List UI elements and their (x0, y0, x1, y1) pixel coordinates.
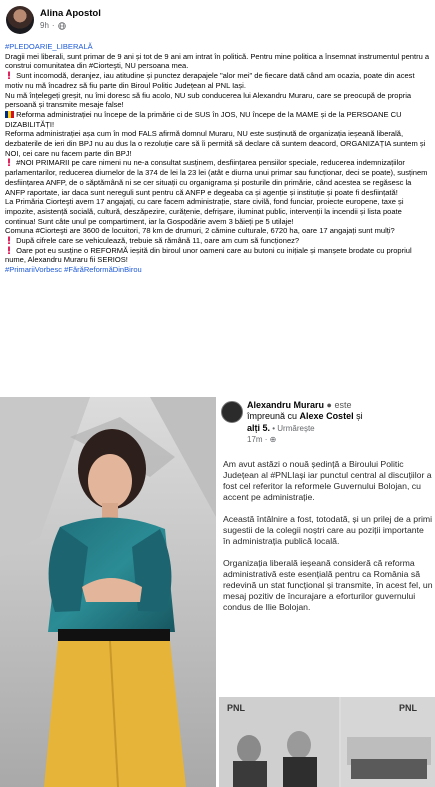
post-paragraph: Sunt incomodă, deranjez, iau atitudine și punctez derapajele "alor mei" de fiecare dată când am ocazia, poate din acest motiv nu mă încadrez să fiu parte din Biroul Politic Județean al PNL Iași. (5, 71, 415, 90)
shared-time-line: 17m · ⊕ (247, 435, 277, 444)
exclamation-icon (5, 246, 13, 254)
shared-with-line: împreună cu Alexe Costel și (247, 411, 363, 421)
post-paragraph: După cifrele care se vehiculează, trebuie să rămână 11, oare am cum să funcționez? (5, 236, 431, 246)
shared-post-screenshot[interactable] (219, 397, 435, 787)
woman-photo[interactable] (0, 397, 216, 787)
post-paragraph: La Primăria Ciorteşti avem 17 angajați, cu care facem administrație, stare civilă, fond funciar, proiecte europene, taxe și impozite, asistență socială, cultură, deszăpezire, curățenie, defrișare, iluminat public, intervenții la incendii și lista poate continua! Sunt câte unul pe compartiment, iar la Gospodărie avem 3 băieți pe 5 utilaje! (5, 197, 404, 226)
post-paragraph: Nu mă înțelegeți greșit, nu îmi doresc să fiu acolo, NU sub conducerea lui Alexandru Muraru, care se preocupă de propria persoană și transmite mesaje false! (5, 90, 412, 110)
meeting-photos (219, 697, 435, 787)
shared-post-header (219, 397, 435, 449)
post-time[interactable]: 9h (40, 21, 49, 30)
meeting-photos-image (219, 697, 435, 787)
hashtag-line[interactable]: #PrimariiVorbesc #FărăReformăDinBirou (5, 265, 142, 275)
globe-small-icon: ● (326, 400, 332, 410)
shared-author-avatar[interactable] (221, 401, 243, 423)
author-avatar[interactable] (6, 6, 34, 34)
post-paragraph: Dragii mei liberali, sunt primar de 9 ani și tot de 9 ani am intrat în politică. Pentru mine politica a însemnat instrumentul pentru a construi comunitatea din #Ciorteşti, NU persoana mea. (5, 51, 430, 71)
exclamation-icon (5, 236, 13, 244)
post-paragraph: Comuna #Ciorteşti are 3600 de locuitori, 78 km de drumuri, 2 cămine culturale, 6720 ha, oare 17 angajați sunt mulți? (5, 226, 395, 236)
woman-photo-image (0, 397, 216, 787)
shared-meta-line: alți 5. • Urmărește (247, 423, 315, 433)
globe-icon (58, 22, 66, 30)
globe-icon: · ⊕ (264, 435, 277, 444)
shared-author-line: Alexandru Muraru ● este (247, 400, 352, 410)
post-paragraph: Reforma administrației așa cum în mod FALS afirmă domnul Muraru, NU este susținută de organizația ieșeană liberală, dezbaterile de ieri din BPJ nu au dus la o rezoluție care să îi permită să declare că suntem deacord, ORGANIZAȚIA suntem și NOI, cei care nu facem parte din BPJ! (5, 129, 426, 158)
post-body (5, 42, 431, 275)
post-paragraph: Reforma administrației nu începe de la primărie ci de SUS în JOS, NU începe de la MAME și de la PERSOANE CU DIZABILITĂȚI! (5, 109, 402, 129)
author-name[interactable]: Alina Apostol (40, 8, 101, 19)
post-paragraph: Oare pot eu susține o REFORMĂ ieșită din biroul unor oameni care au butoni cu inițiale și manșete brodate cu propriul nume, Alexandru Muraru fii SERIOS! (5, 245, 412, 265)
post-paragraph: #NOI PRIMARII pe care nimeni nu ne-a consultat susținem, desființarea pensiilor speciale, reducerea indemnizațiilor parlamentarilor, reducerea diurnelor de la 374 de lei la 23 lei (atât e diurna unui primar sau funcționar, deci se poate), susținem desființarea ANFP, de o săptămână ni se cer situații cu organigrama și posturile din primărie, când acestea se regăsesc la ANFP raportate, iar daca sunt nereguli sunt pentru că ANFP e degeaba ca și agenție și instituție și poate fi desființată! (5, 158, 428, 197)
exclamation-icon (5, 71, 13, 79)
hashtag-line[interactable]: #PLEDOARIE_LIBERALĂ (5, 42, 93, 51)
post-photos (0, 397, 435, 787)
dot-separator: · (51, 21, 55, 30)
shared-post-text: Am avut astăzi o nouă ședință a Biroului Politic Județean al #PNLIași iar punctul central al discuțiilor a fost cel referitor la reformele Guvernului Bolojan, cu accent pe administrație. Această întâlnire a fost, totodată, și un prilej de a primi sugestii de la colegii noștri care au poziții importante în administrația publică locală. Organizația liberală ieșeană consideră că reforma administrativă este esențială pentru ca România să redevină un stat funcțional și transmite, în acest fel, un mesaj pozitiv de încurajare a eforturilor guvernului condus de Ilie Bolojan. (223, 459, 433, 612)
exclamation-icon (5, 158, 13, 166)
romania-flag-icon (5, 111, 13, 119)
pnl-logo-text: PNL (227, 703, 245, 713)
pnl-logo-text-2: PNL (399, 703, 417, 713)
post-header (0, 0, 435, 40)
post-meta (40, 21, 66, 30)
